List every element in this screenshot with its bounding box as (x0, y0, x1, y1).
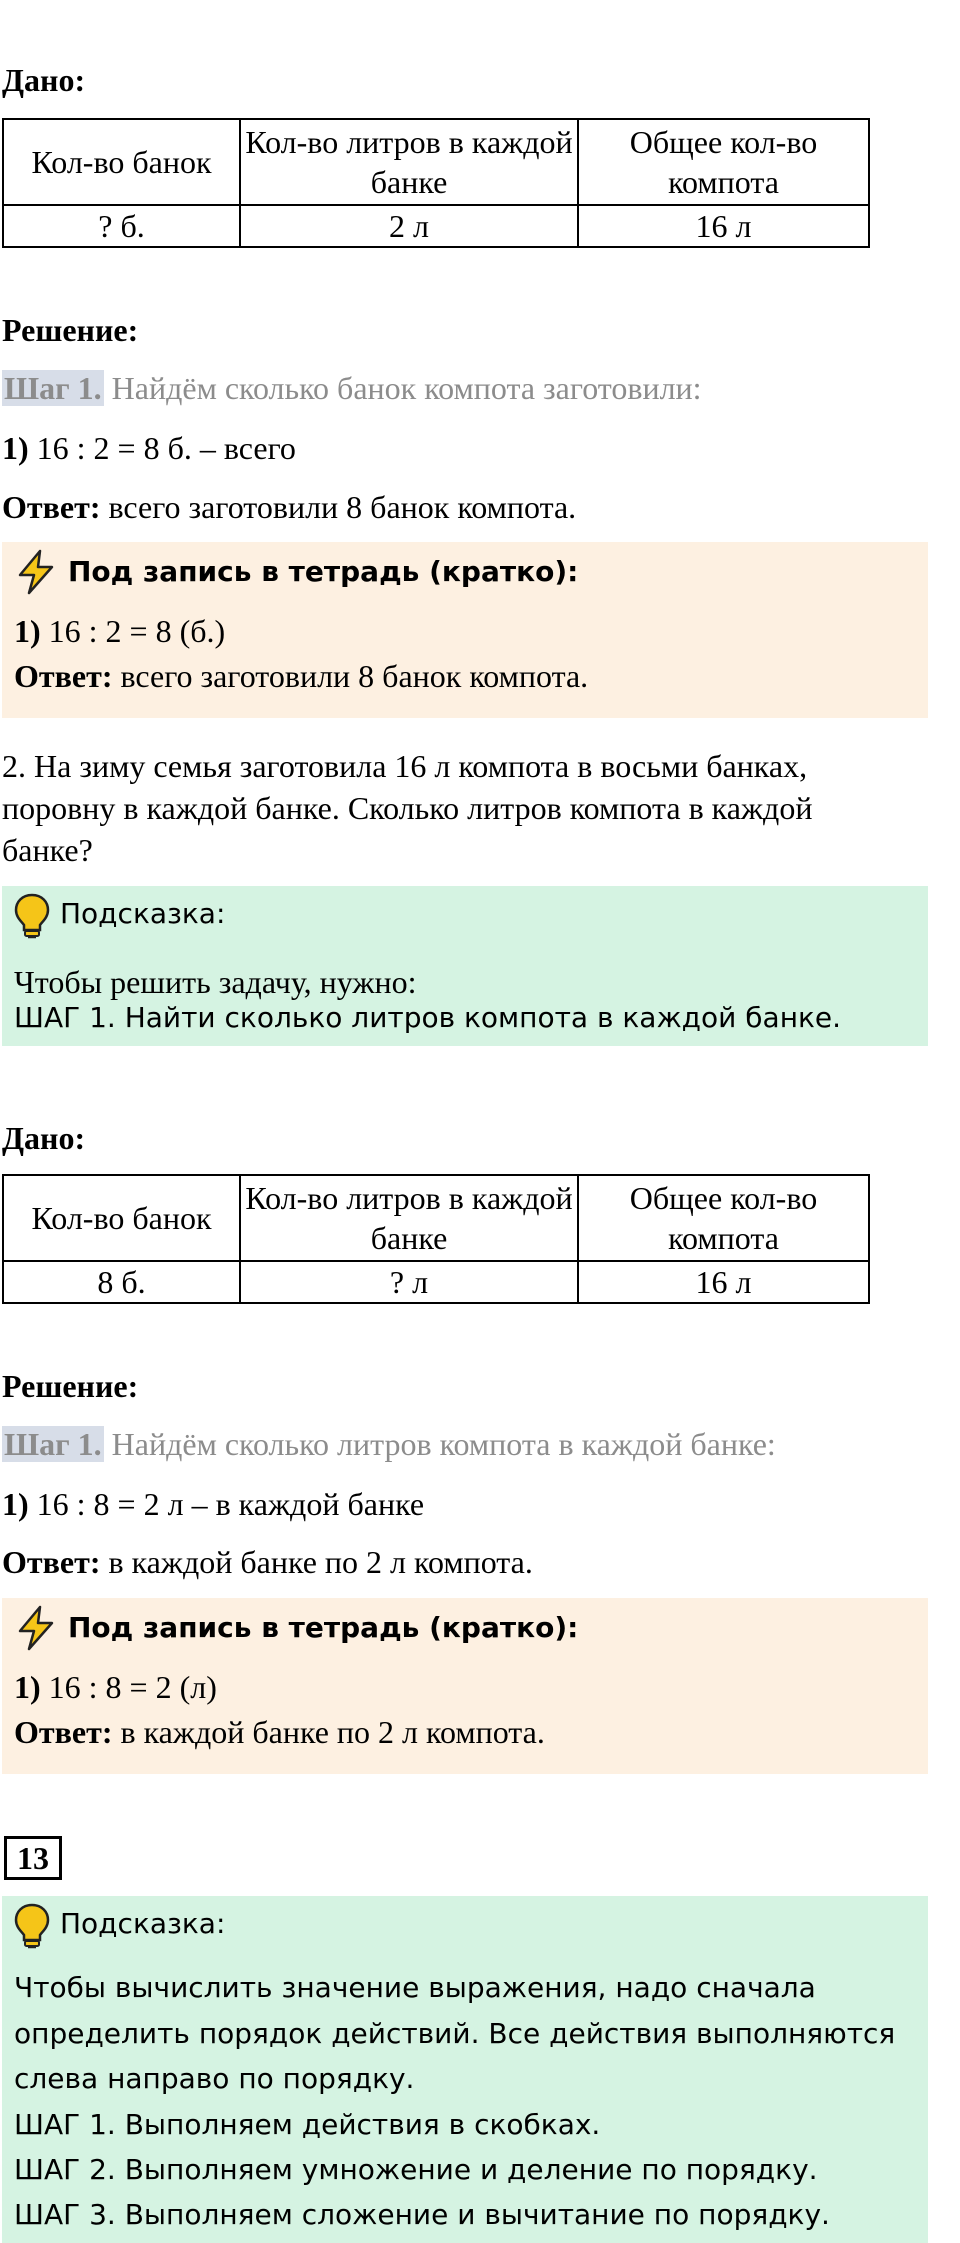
header-cell: Кол-во банок (3, 1175, 240, 1261)
header-cell: Кол-во литров в каждой банке (240, 119, 578, 205)
hint-box-1 (2, 886, 928, 1046)
given-label-2: Дано: (2, 1120, 86, 1156)
value-cell: ? б. (3, 205, 240, 247)
lightbulb-icon (12, 1902, 52, 1950)
hint-text: определить порядок действий. Все действия выполняются (14, 2017, 896, 2050)
hint-step: ШАГ 1. Выполняем действия в скобках. (14, 2108, 601, 2141)
hint-step: ШАГ 3. Выполняем сложение и вычитание по порядку. (14, 2198, 830, 2231)
calc-line-2: 1) 16 : 8 = 2 л – в каждой банке (2, 1486, 425, 1522)
note-title: Под запись в тетрадь (кратко): (68, 555, 579, 588)
hint-text: слева направо по порядку. (14, 2062, 415, 2095)
step-line-1: Шаг 1. Найдём сколько банок компота заготовили: (4, 370, 702, 406)
notebook-note-1 (2, 542, 928, 718)
value-cell: 2 л (240, 205, 578, 247)
note-calc-line: 1) 16 : 2 = 8 (б.) (14, 613, 226, 649)
answer-line-2: Ответ: в каждой банке по 2 л компота. (2, 1544, 533, 1580)
given-label-1: Дано: (2, 62, 86, 98)
hint-step: ШАГ 2. Выполняем умножение и деление по порядку. (14, 2153, 818, 2186)
header-cell: Общее кол-во компота (578, 119, 869, 205)
task-2-line: 2. На зиму семья заготовила 16 л компота в восьми банках, (2, 748, 808, 784)
hint-step: ШАГ 1. Найти сколько литров компота в каждой банке. (14, 1001, 842, 1034)
task-2-line: банке? (2, 832, 93, 868)
header-cell: Общее кол-во компота (578, 1175, 869, 1261)
note-calc-line: 1) 16 : 8 = 2 (л) (14, 1669, 217, 1705)
note-answer-line: Ответ: всего заготовили 8 банок компота. (14, 658, 589, 694)
answer-line-1: Ответ: всего заготовили 8 банок компота. (2, 489, 577, 525)
given-table-1 (2, 118, 870, 248)
step-line-2: Шаг 1. Найдём сколько литров компота в каждой банке: (4, 1426, 776, 1462)
hint-text: Чтобы вычислить значение выражения, надо сначала (14, 1971, 816, 2004)
task-2-line: поровну в каждой банке. Сколько литров компота в каждой (2, 790, 813, 826)
value-cell: 8 б. (3, 1261, 240, 1303)
lightning-icon (12, 548, 60, 596)
header-cell: Кол-во литров в каждой банке (240, 1175, 578, 1261)
note-answer-line: Ответ: в каждой банке по 2 л компота. (14, 1714, 545, 1750)
solution-label-2: Решение: (2, 1368, 139, 1404)
task-number-13: 13 (4, 1836, 62, 1880)
calc-line-1: 1) 16 : 2 = 8 б. – всего (2, 430, 296, 466)
notebook-note-2 (2, 1598, 928, 1774)
hint-text: Чтобы решить задачу, нужно: (14, 964, 417, 1000)
lightning-icon (12, 1604, 60, 1652)
solution-label-1: Решение: (2, 312, 139, 348)
value-cell: 16 л (578, 1261, 869, 1303)
hint-box-2 (2, 1896, 928, 2243)
hint-title: Подсказка: (60, 1907, 226, 1940)
note-title: Под запись в тетрадь (кратко): (68, 1611, 579, 1644)
value-cell: ? л (240, 1261, 578, 1303)
hint-title: Подсказка: (60, 897, 226, 930)
given-table-2 (2, 1174, 870, 1304)
value-cell: 16 л (578, 205, 869, 247)
lightbulb-icon (12, 892, 52, 940)
header-cell: Кол-во банок (3, 119, 240, 205)
